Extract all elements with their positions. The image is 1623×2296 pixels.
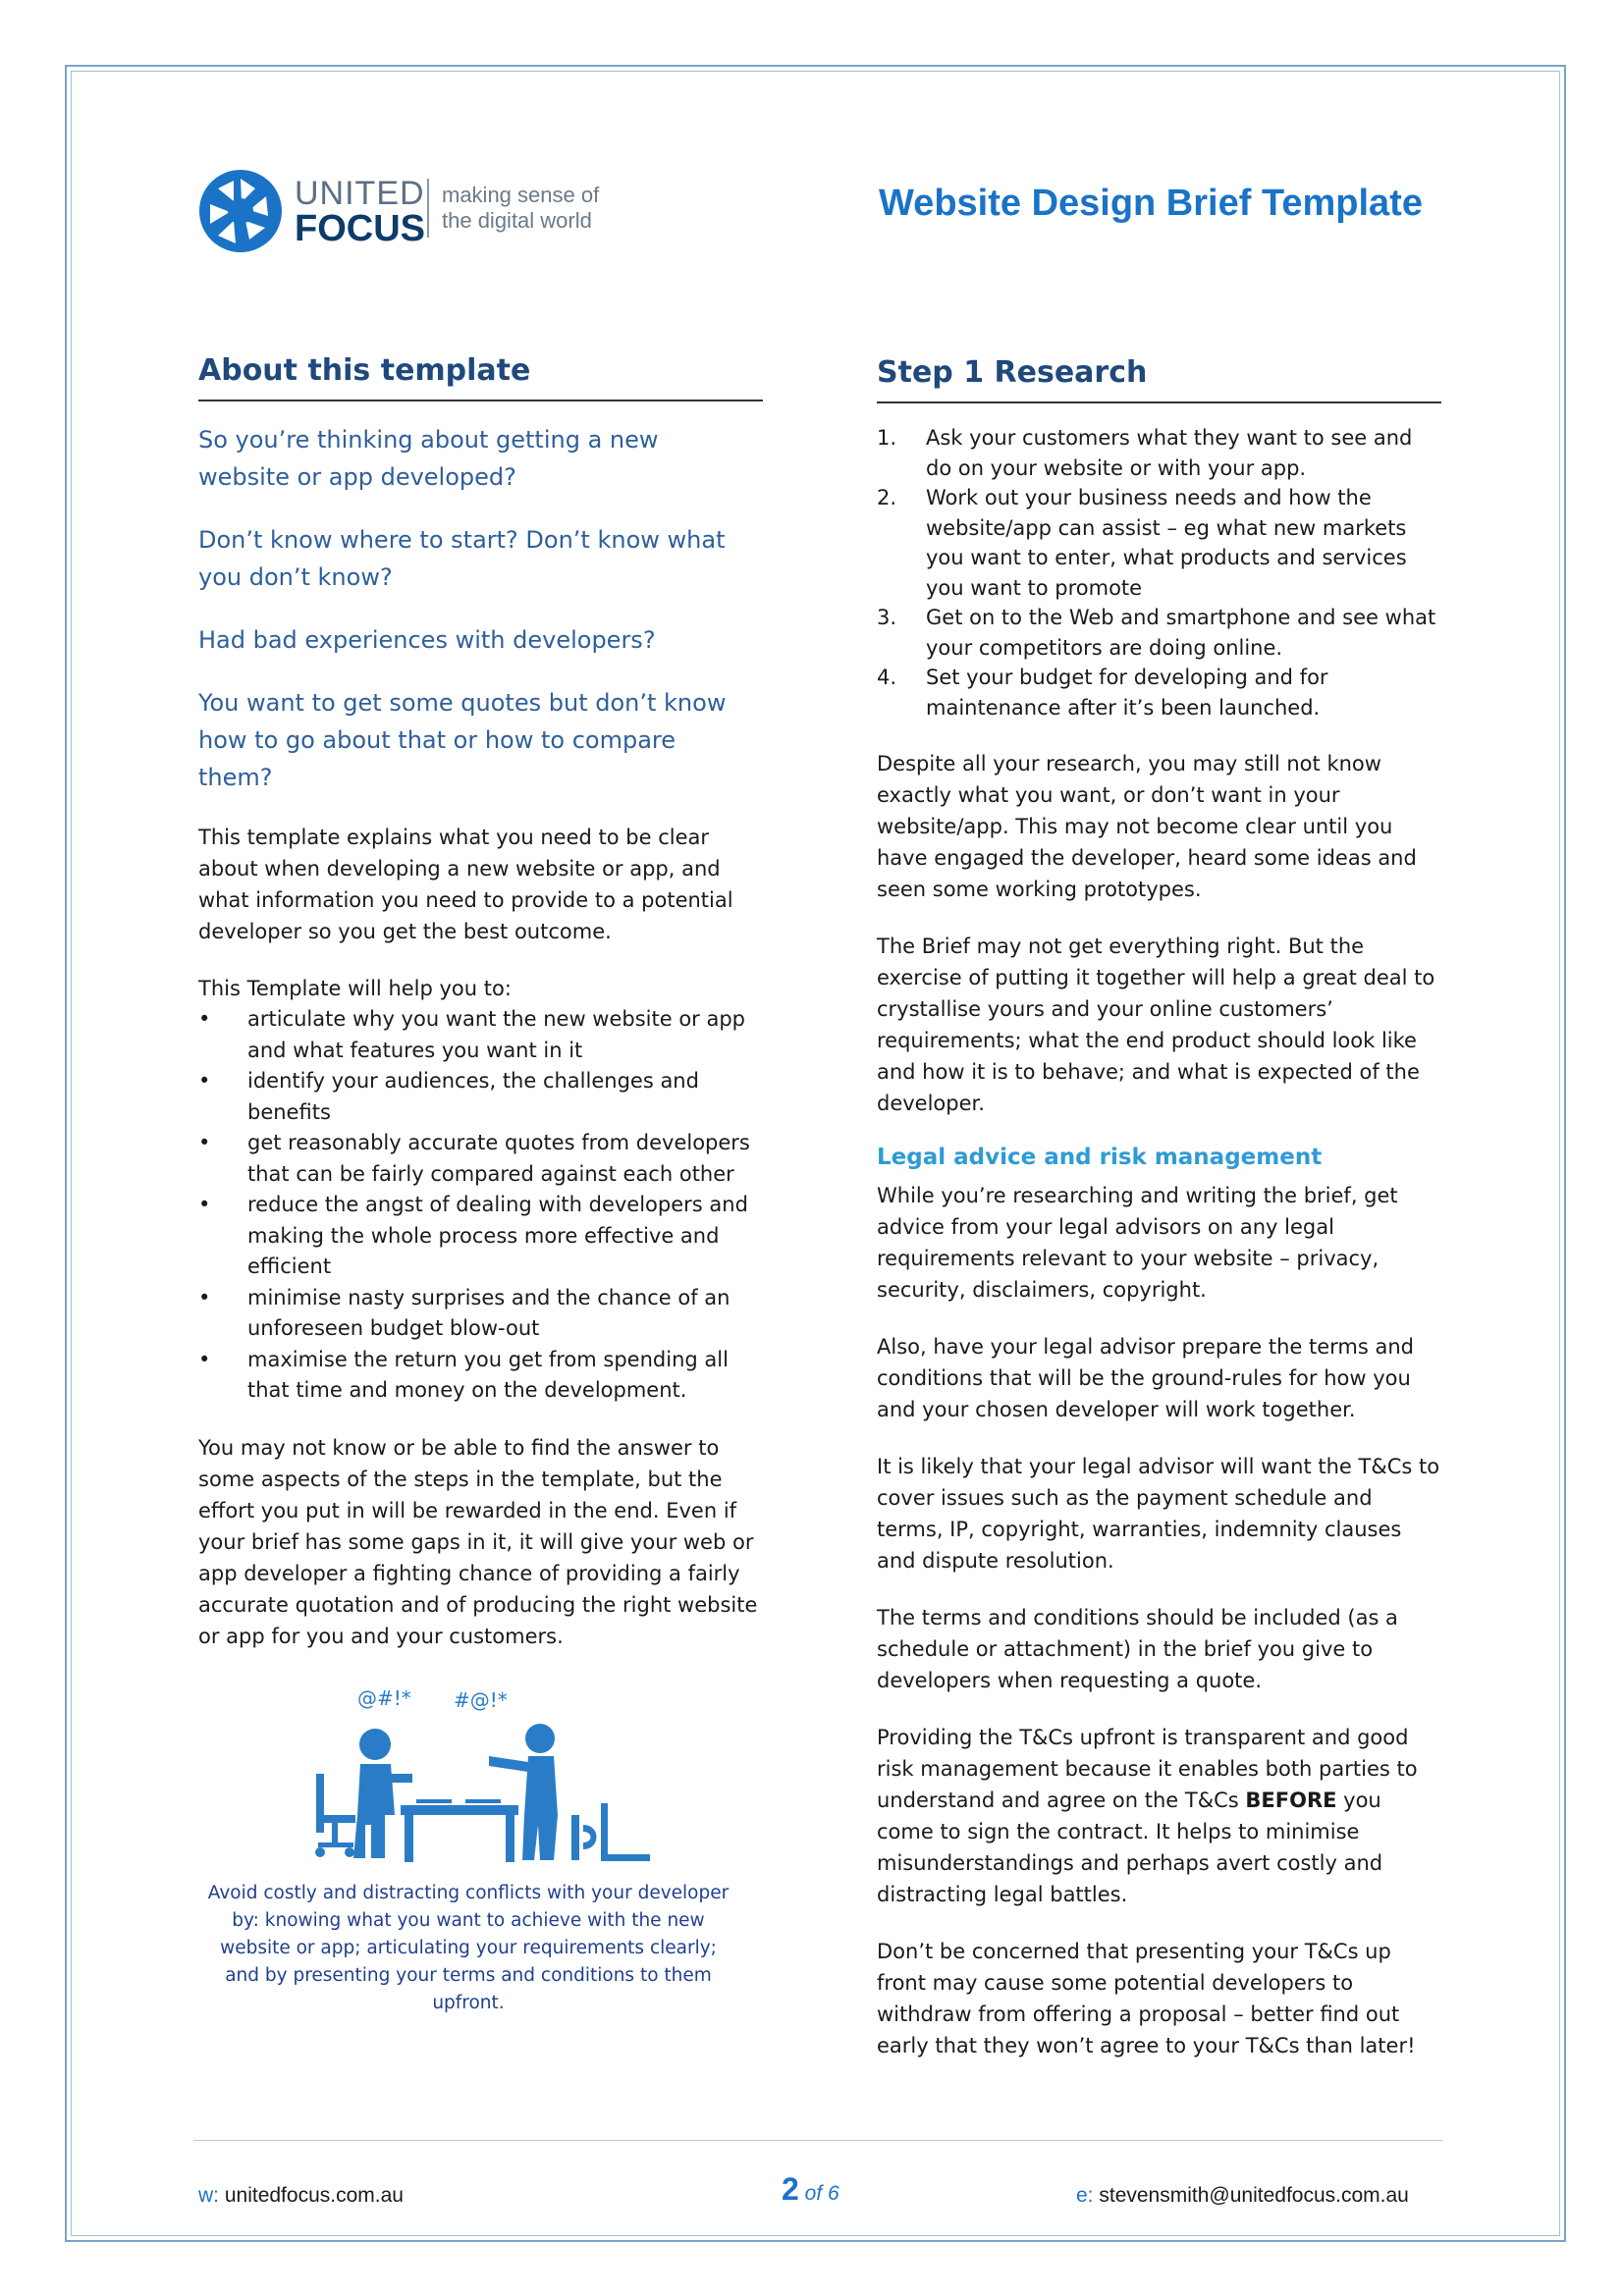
list-item bbox=[877, 603, 1441, 663]
template-explanation: This template explains what you need to be clear about when developing a new website or app, and what information you need to provide to a potential developer so you get the best outcome. bbox=[198, 826, 733, 943]
page-number: 2 bbox=[782, 2171, 799, 2207]
united-focus-logo bbox=[196, 167, 609, 255]
help-intro: This Template will help you to: bbox=[198, 977, 512, 1000]
legal-paragraph: Also, have your legal advisor prepare the terms and conditions that will be the ground-rules for how you and your chosen developer will work together. bbox=[877, 1335, 1414, 1421]
step-number: 1. bbox=[877, 426, 897, 450]
logo-wordmark bbox=[295, 177, 425, 247]
intro-question: So you’re thinking about getting a new website or app developed? bbox=[198, 426, 659, 491]
list-item: • reduce the angst of dealing with developers and making the whole process more effective and efficient bbox=[198, 1190, 763, 1283]
logo-tagline-line1: making sense of bbox=[442, 183, 600, 207]
illustration-caption: Avoid costly and distracting conflicts with your developer by: knowing what you want to achieve with the new website or app; articulating your requirements clearly; and by presenting your terms and conditions to them upfront. bbox=[207, 1882, 730, 2013]
page-indicator bbox=[782, 2171, 839, 2208]
logo-united: UNITED bbox=[295, 175, 425, 212]
conflict-illustration-icon bbox=[306, 1678, 660, 1874]
step-number: 2. bbox=[877, 486, 897, 509]
legal-paragraph: The terms and conditions should be included (as a schedule or attachment) in the brief you give to developers when requesting a quote. bbox=[877, 1606, 1398, 1692]
step-text: Work out your business needs and how the website/app can assist – eg what new markets you want to enter, what products and services you want to promote bbox=[926, 486, 1407, 600]
swear-bubble-right: #@!* bbox=[454, 1687, 508, 1712]
list-item bbox=[877, 483, 1441, 603]
research-paragraph: Despite all your research, you may still not know exactly what you want, or don’t want in your website/app. This may not become clear until you have engaged the developer, heard some ideas and seen some working prototypes. bbox=[877, 752, 1417, 901]
list-item: • articulate why you want the new website or app and what features you want in it bbox=[198, 1004, 763, 1066]
logo-tagline-line2: the digital world bbox=[442, 208, 592, 233]
logo-focus: FOCUS bbox=[295, 208, 425, 249]
right-column bbox=[877, 355, 1441, 2087]
website-link[interactable]: unitedfocus.com.au bbox=[224, 2184, 404, 2207]
legal-emphasis: BEFORE bbox=[1245, 1789, 1337, 1812]
list-item bbox=[877, 423, 1441, 483]
email-key: e: bbox=[1076, 2184, 1094, 2207]
swear-bubble-left: @#!* bbox=[357, 1685, 411, 1710]
step-number: 4. bbox=[877, 666, 897, 689]
email-link[interactable]: stevensmith@unitedfocus.com.au bbox=[1099, 2184, 1409, 2207]
footer-divider bbox=[193, 2140, 1443, 2141]
list-item: • get reasonably accurate quotes from developers that can be fairly compared against each other bbox=[198, 1128, 763, 1190]
brief-paragraph: The Brief may not get everything right. But the exercise of putting it together will help a great deal to crystallise yours and your online customers’ requirements; what the end product should look like and how it is to behave; and what is expected of the developer. bbox=[877, 934, 1435, 1115]
research-steps-list bbox=[877, 423, 1441, 722]
intro-question: Don’t know where to start? Don’t know what you don’t know? bbox=[198, 526, 726, 591]
list-item bbox=[877, 663, 1441, 722]
list-item: • minimise nasty surprises and the chance of an unforeseen budget blow-out bbox=[198, 1283, 763, 1345]
website-key: w: bbox=[198, 2184, 219, 2207]
left-column bbox=[198, 353, 763, 2017]
step-text: Get on to the Web and smartphone and see what your competitors are doing online. bbox=[926, 606, 1436, 660]
legal-paragraph: Don’t be concerned that presenting your T&Cs up front may cause some potential developers to withdraw from offering a proposal – better find out early that they won’t agree to your T&Cs than later! bbox=[877, 1940, 1416, 2057]
page-total: of 6 bbox=[804, 2182, 839, 2205]
legal-paragraph: While you’re researching and writing the brief, get advice from your legal advisors on any legal requirements relevant to your website – privacy, security, disclaimers, copyright. bbox=[877, 1184, 1398, 1302]
effort-paragraph: You may not know or be able to find the answer to some aspects of the steps in the template, but the effort you put in will be rewarded in the end. Even if your brief has some gaps in it, it will give your web or app developer a fighting chance of providing a fairly accurate quotation and of producing the right website or app for you and your customers. bbox=[198, 1435, 758, 1648]
legal-paragraph bbox=[877, 1722, 1441, 1910]
intro-question: Had bad experiences with developers? bbox=[198, 626, 656, 654]
benefits-list bbox=[198, 1004, 763, 1407]
footer-website bbox=[198, 2184, 404, 2208]
legal-text: Providing the T&Cs upfront is transparent and good risk management because it enables both parties to understand and agree on the T&Cs bbox=[877, 1726, 1418, 1812]
legal-text: you come to sign the contract. It helps to minimise misunderstandings and perhaps avert costly and distracting legal battles. bbox=[877, 1789, 1383, 1906]
intro-question: You want to get some quotes but don’t know how to go about that or how to compare them? bbox=[198, 689, 727, 791]
step-text: Set your budget for developing and for maintenance after it’s been launched. bbox=[926, 666, 1328, 720]
document-title: Website Design Brief Template bbox=[879, 183, 1423, 224]
footer-email bbox=[1076, 2184, 1409, 2208]
step-number: 3. bbox=[877, 606, 897, 629]
logo-divider bbox=[427, 179, 429, 238]
logo-tagline bbox=[442, 183, 599, 234]
step-text: Ask your customers what they want to see and do on your website or with your app. bbox=[926, 426, 1413, 480]
aperture-icon bbox=[196, 167, 285, 255]
developer-conflict-illustration bbox=[306, 1678, 660, 1874]
step1-research-heading: Step 1 Research bbox=[877, 355, 1441, 403]
list-item: • maximise the return you get from spending all that time and money on the development. bbox=[198, 1345, 763, 1407]
about-template-heading: About this template bbox=[198, 353, 763, 401]
legal-paragraph: It is likely that your legal advisor will want the T&Cs to cover issues such as the payment schedule and terms, IP, copyright, warranties, indemnity clauses and dispute resolution. bbox=[877, 1455, 1440, 1573]
legal-advice-heading: Legal advice and risk management bbox=[877, 1145, 1323, 1170]
list-item: • identify your audiences, the challenges and benefits bbox=[198, 1066, 763, 1128]
